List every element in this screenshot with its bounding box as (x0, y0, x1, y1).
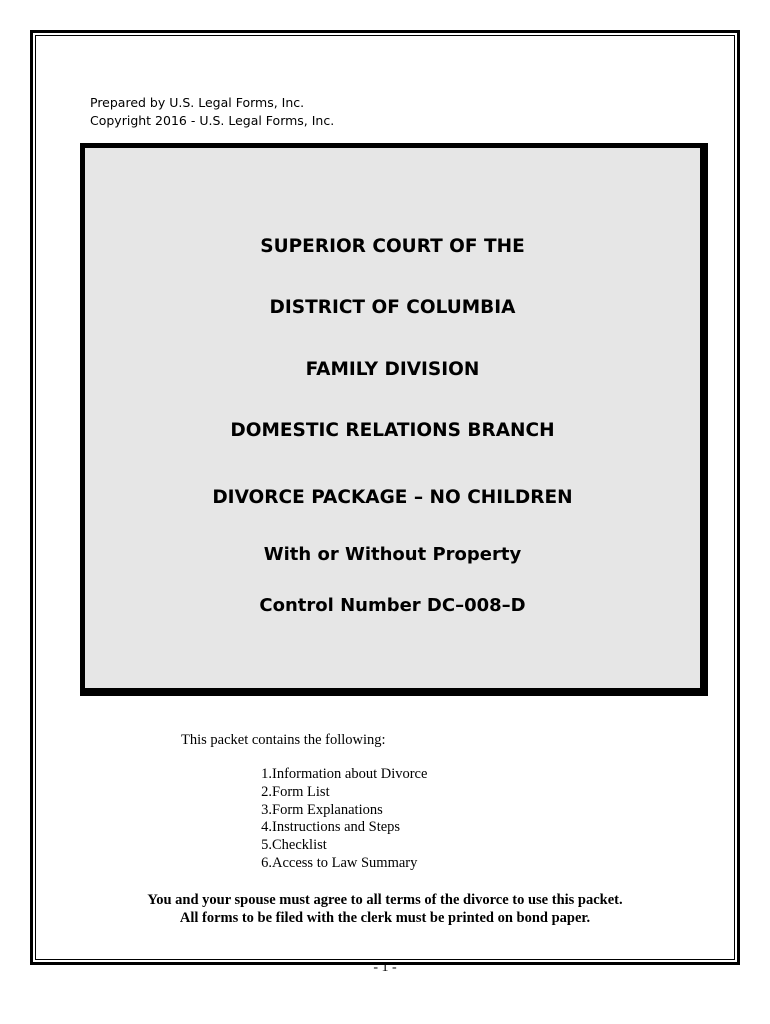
list-item (255, 783, 330, 802)
list-item-number: 1. (261, 766, 272, 782)
package-heading: DIVORCE PACKAGE – NO CHILDREN (212, 487, 573, 508)
court-heading: SUPERIOR COURT OF THE (260, 236, 525, 257)
copyright-text: Copyright 2016 - U.S. Legal Forms, Inc. (90, 113, 335, 128)
list-item-text: Form List (272, 783, 330, 800)
list-item-text: Information about Divorce (272, 766, 428, 782)
prepared-by-text: Prepared by U.S. Legal Forms, Inc. (90, 95, 305, 110)
list-item-number: 6. (261, 854, 272, 871)
branch-heading: DOMESTIC RELATIONS BRANCH (230, 420, 555, 441)
control-number: Control Number DC–008–D (259, 595, 526, 616)
contents-intro: This packet contains the following: (181, 732, 386, 748)
property-heading: With or Without Property (263, 544, 522, 565)
district-heading: DISTRICT OF COLUMBIA (269, 297, 516, 318)
list-item (255, 801, 383, 820)
list-item (255, 819, 401, 837)
page-number: - 1 - (373, 960, 397, 975)
division-heading: FAMILY DIVISION (305, 359, 480, 380)
agreement-notice: You and your spouse must agree to all terms of the divorce to use this packet. (147, 892, 623, 908)
list-item-text: Form Explanations (272, 801, 383, 818)
list-item (255, 766, 428, 784)
list-item-number: 5. (261, 837, 272, 854)
contents-list (255, 766, 428, 873)
list-item-number: 4. (261, 819, 272, 836)
list-item (255, 854, 418, 873)
list-item-number: 2. (261, 783, 272, 800)
list-item-text: Instructions and Steps (272, 819, 401, 836)
prepared-by-block (90, 94, 334, 130)
list-item-text: Checklist (272, 837, 327, 854)
list-item (255, 837, 327, 855)
title-box (80, 143, 708, 696)
list-item-text: Access to Law Summary (272, 854, 418, 871)
bond-paper-notice: All forms to be filed with the clerk must be printed on bond paper. (179, 910, 591, 926)
list-item-number: 3. (261, 801, 272, 818)
